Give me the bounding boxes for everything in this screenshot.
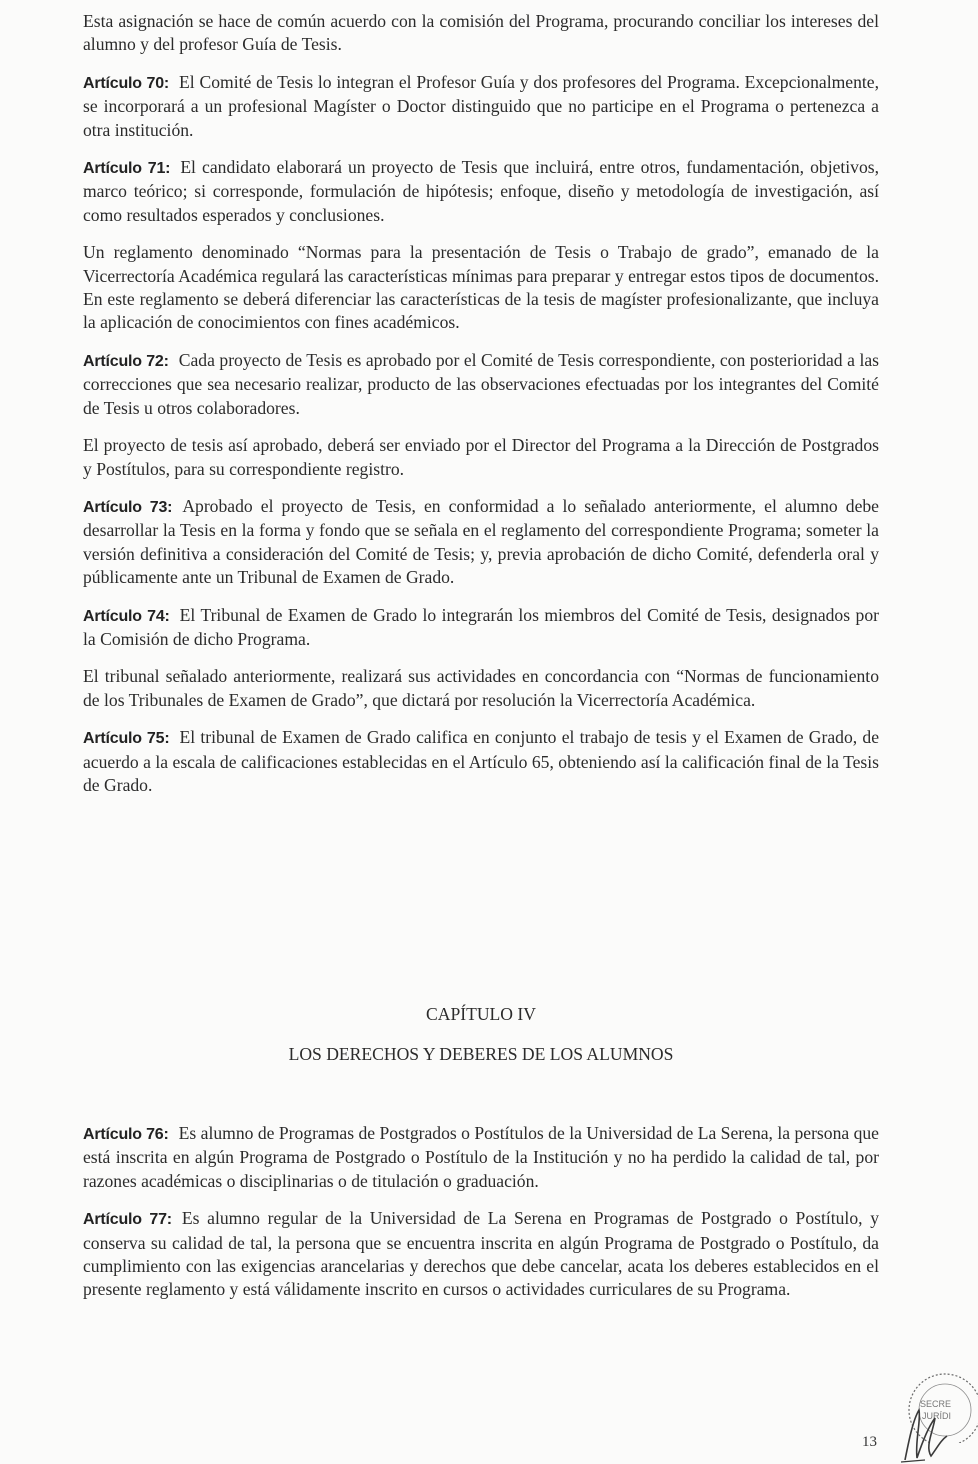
paragraph-text: Esta asignación se hace de común acuerdo con la comisión del Programa, procurando conciliar los intereses del alumno y del profesor Guía de Tesis.	[83, 11, 879, 55]
article-72	[83, 349, 879, 420]
article-text: El Tribunal de Examen de Grado lo integrarán los miembros del Comité de Tesis, designados por la Comisión de dicho Programa.	[83, 604, 879, 649]
article-label: Artículo 76:	[83, 1126, 169, 1143]
paragraph-text: Un reglamento denominado “Normas para la presentación de Tesis o Trabajo de grado”, emanado de la Vicerrectoría Académica regulará las características mínimas para preparar y entregar estos tipos de documentos. En este reglamento se deberá diferenciar las características de la tesis de magíster profesionalizante, que incluya la aplicación de conocimientos con fines académicos.	[83, 242, 879, 333]
article-76	[83, 1122, 879, 1193]
article-73	[83, 495, 879, 590]
paragraph-proyecto	[83, 434, 879, 481]
chapter-title: LOS DERECHOS Y DEBERES DE LOS ALUMNOS	[288, 1044, 674, 1064]
article-text: El Comité de Tesis lo integran el Profesor Guía y dos profesores del Programa. Excepcionalmente, se incorporará a un profesional Magíster o Doctor distinguido que no participe en el Programa o pertenezca a otra institución.	[83, 71, 879, 140]
paragraph-intro	[83, 10, 879, 57]
article-text: El candidato elaborará un proyecto de Tesis que incluirá, entre otros, fundamentación, objetivos, marco teórico; si corresponde, formulación de hipótesis; enfoque, diseño y metodología de investigación, así como resultados esperados y conclusiones.	[83, 157, 880, 225]
paragraph-tribunal	[83, 665, 879, 712]
article-label: Artículo 72:	[83, 352, 169, 370]
articles-bottom	[83, 1122, 879, 1316]
article-75	[83, 726, 879, 797]
svg-text:JURÍDI: JURÍDI	[922, 1411, 951, 1421]
article-text: Es alumno regular de la Universidad de La Serena en Programas de Postgrado o Postítulo, y conserva su calidad de tal, la persona que se encuentra inscrita en algún Programa de Postgrado o Postítulo, da cumplimiento con las exigencias arancelarias y derechos que debe cancelar, acata los deberes establecidos en el presente reglamento y está válidamente inscrito en cursos o actividades curriculares de su Programa.	[83, 1208, 879, 1300]
svg-text:SECRE: SECRE	[920, 1399, 952, 1409]
article-74	[83, 604, 879, 652]
article-label: Artículo 71:	[83, 160, 171, 178]
article-label: Artículo 70:	[83, 74, 170, 92]
article-label: Artículo 73:	[83, 498, 173, 516]
article-label: Artículo 77:	[83, 1211, 172, 1229]
chapter-number: CAPÍTULO IV	[426, 1004, 536, 1024]
article-text: Cada proyecto de Tesis es aprobado por el Comité de Tesis correspondiente, con posterioridad a las correcciones que sea necesario realizar, producto de las observaciones efectuadas por los integrantes del Comité de Tesis u otros colaboradores.	[83, 349, 879, 418]
article-label: Artículo 75:	[83, 730, 170, 748]
article-text: Es alumno de Programas de Postgrados o Postítulos de la Universidad de La Serena, la persona que está inscrita en algún Programa de Postgrado o Postítulo de la Institución y no ha perdido la calidad de tal, por razones académicas o disciplinarias o de titulación o graduación.	[83, 1123, 879, 1191]
paragraph-text: El tribunal señalado anteriormente, realizará sus actividades en concordancia con “Normas de funcionamiento de los Tribunales de Examen de Grado”, que dictará por resolución la Vicerrectoría Académica.	[83, 666, 879, 710]
article-text: El tribunal de Examen de Grado califica en conjunto el trabajo de tesis y el Examen de Grado, de acuerdo a la escala de calificaciones establecidas en el Artículo 65, obteniendo así la calificación final de la Tesis de Grado.	[83, 727, 879, 795]
articles-top	[83, 10, 879, 811]
paragraph-text: El proyecto de tesis así aprobado, deberá ser enviado por el Director del Programa a la Dirección de Postgrados y Postítulos, para su correspondiente registro.	[83, 435, 879, 479]
handwritten-signature	[895, 1400, 955, 1464]
article-text: Aprobado el proyecto de Tesis, en conformidad a lo señalado anteriormente, el alumno debe desarrollar la Tesis en la forma y fondo que se señala en el reglamento del correspondiente Programa; someter la versión definitiva a consideración del Comité de Tesis; y, previa aprobación de dicho Comité, defenderla oral y públicamente ante un Tribunal de Examen de Grado.	[83, 495, 879, 588]
paragraph-reglamento	[83, 241, 879, 335]
article-70	[83, 71, 879, 142]
article-label: Artículo 74:	[83, 607, 170, 625]
article-77	[83, 1207, 879, 1302]
article-71	[83, 156, 879, 227]
page-number: 13	[862, 1434, 877, 1450]
